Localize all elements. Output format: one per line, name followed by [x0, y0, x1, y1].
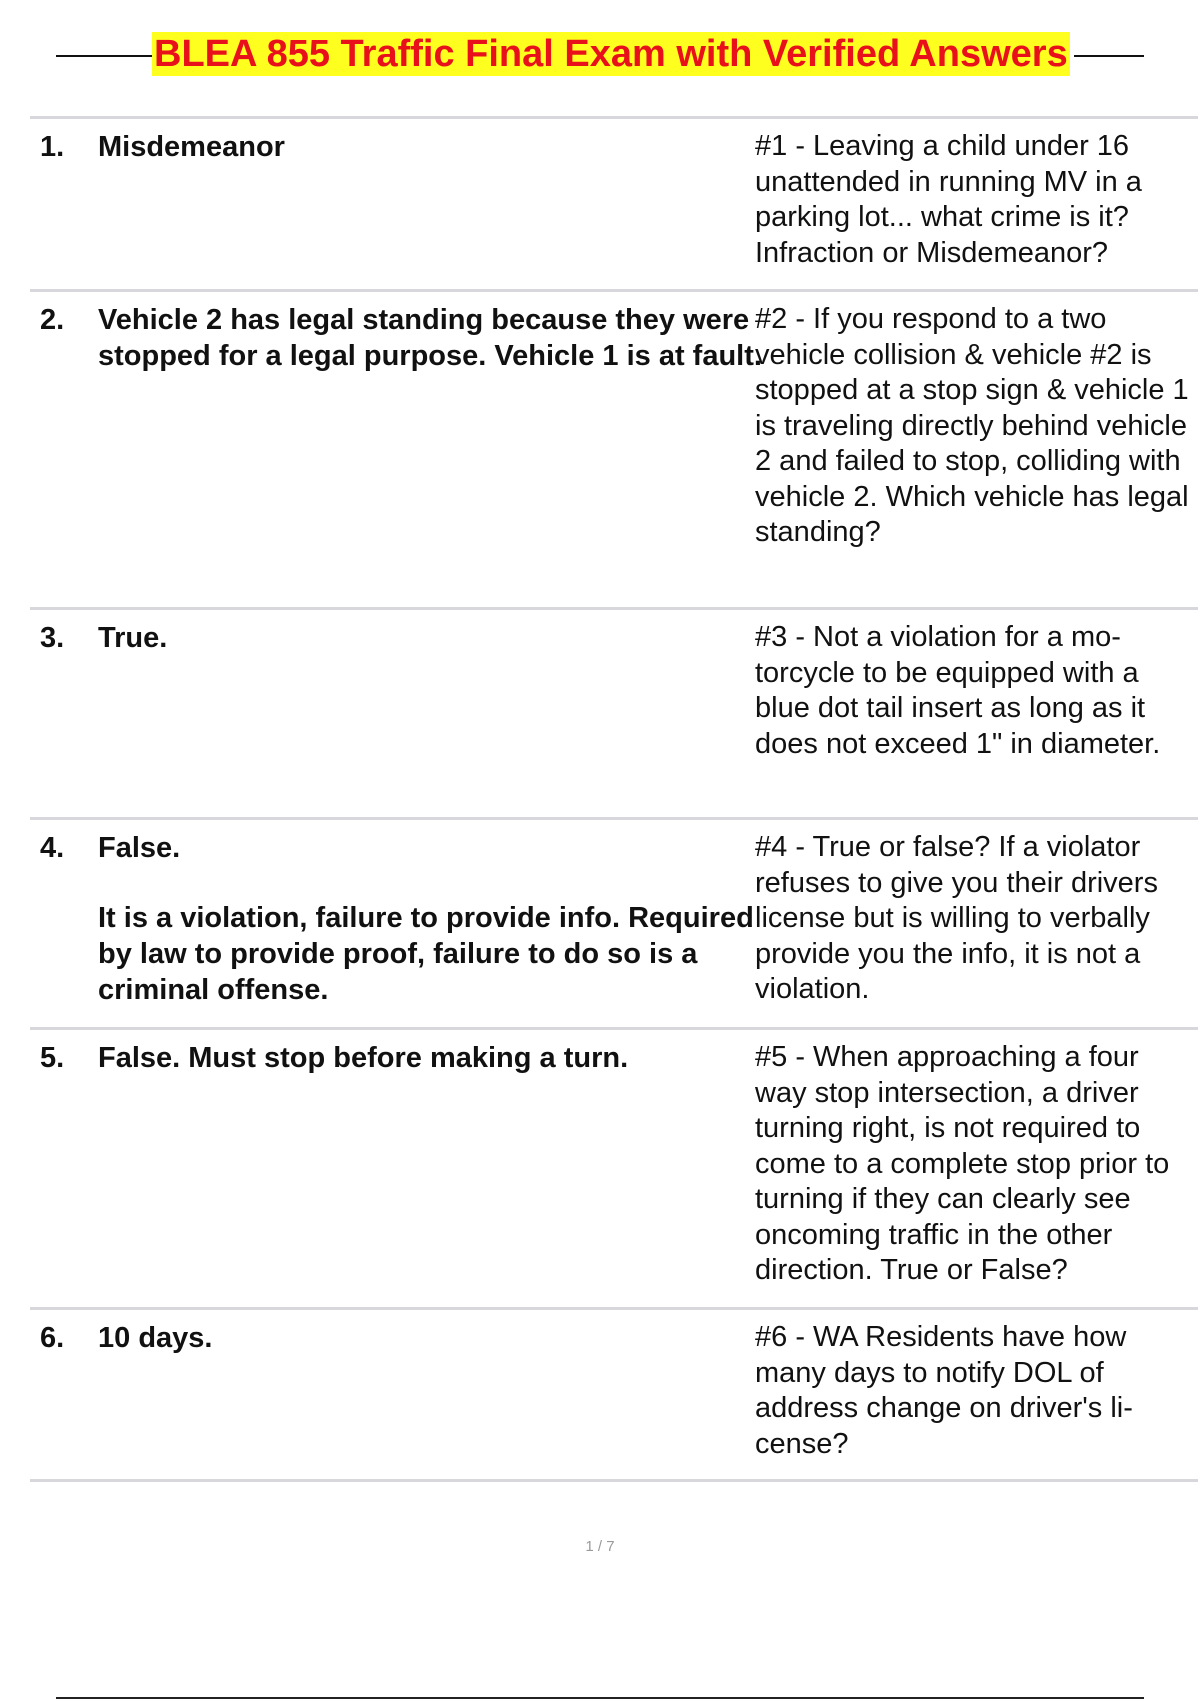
document-title: BLEA 855 Traffic Final Exam with Verified Answers	[154, 33, 1068, 75]
qa-item	[30, 289, 1198, 607]
item-number: 1.	[40, 131, 65, 163]
answer-paragraph: It is a violation, failure to provide info. Required by law to provide proof, failure to do so is a criminal offense.	[98, 902, 754, 1006]
question-text: #5 - When approaching a four way stop intersection, a driver turning right, is not required to come to a complete stop prior to turning if they can clearly see oncoming traffic in the other direction. True or False?	[755, 1041, 1170, 1286]
item-number: 2.	[40, 304, 65, 336]
title-rule-right	[1074, 55, 1144, 57]
answer-paragraph: False. Must stop before making a turn.	[98, 1042, 629, 1074]
item-number: 4.	[40, 832, 65, 864]
item-number: 6.	[40, 1322, 65, 1354]
answer-text	[98, 620, 778, 656]
document-header	[56, 32, 1144, 76]
question-text: #2 - If you respond to a two vehicle collision & vehicle #2 is stopped at a stop sign & vehicle 1 is traveling directly behind vehicle 2 and failed to stop, colliding with vehicle 2. Which vehicle has legal standing?	[755, 303, 1189, 548]
answer-paragraph: False.	[98, 832, 181, 864]
answer-text	[98, 1040, 778, 1076]
answer-text	[98, 1320, 778, 1356]
answer-paragraph: Misdemeanor	[98, 131, 285, 163]
qa-item	[30, 1307, 1198, 1482]
answer-text	[98, 129, 778, 165]
question-text: #1 - Leaving a child under 16 unattended in running MV in a parking lot... what crime is it? Infraction or Misdemeanor?	[755, 130, 1142, 269]
bottom-rule	[56, 1697, 1144, 1699]
item-number: 3.	[40, 622, 65, 654]
qa-item	[30, 1027, 1198, 1307]
title-rule-left	[56, 55, 156, 57]
answer-text	[98, 830, 778, 1008]
answer-paragraph: Vehicle 2 has legal standing because they were stopped for a legal purpose. Vehicle 1 is at fault.	[98, 304, 762, 372]
item-number: 5.	[40, 1042, 65, 1074]
question-answer-list	[30, 116, 1198, 1482]
question-text: #6 - WA Residents have how many days to notify DOL of address change on driver's license?	[755, 1321, 1133, 1460]
question-text: #3 - Not a violation for a motorcycle to be equipped with a blue dot tail insert as long as it does not exceed 1" in diameter.	[755, 621, 1161, 760]
qa-item	[30, 607, 1198, 817]
qa-item	[30, 817, 1198, 1027]
question-text: #4 - True or false? If a violator refuses to give you their drivers license but is willing to verbally provide you the info, it is not a violation.	[755, 831, 1158, 1005]
qa-item	[30, 116, 1198, 289]
answer-text	[98, 302, 778, 374]
answer-paragraph: 10 days.	[98, 1322, 213, 1354]
page-indicator: 1 / 7	[585, 1538, 615, 1555]
answer-paragraph: True.	[98, 622, 168, 654]
